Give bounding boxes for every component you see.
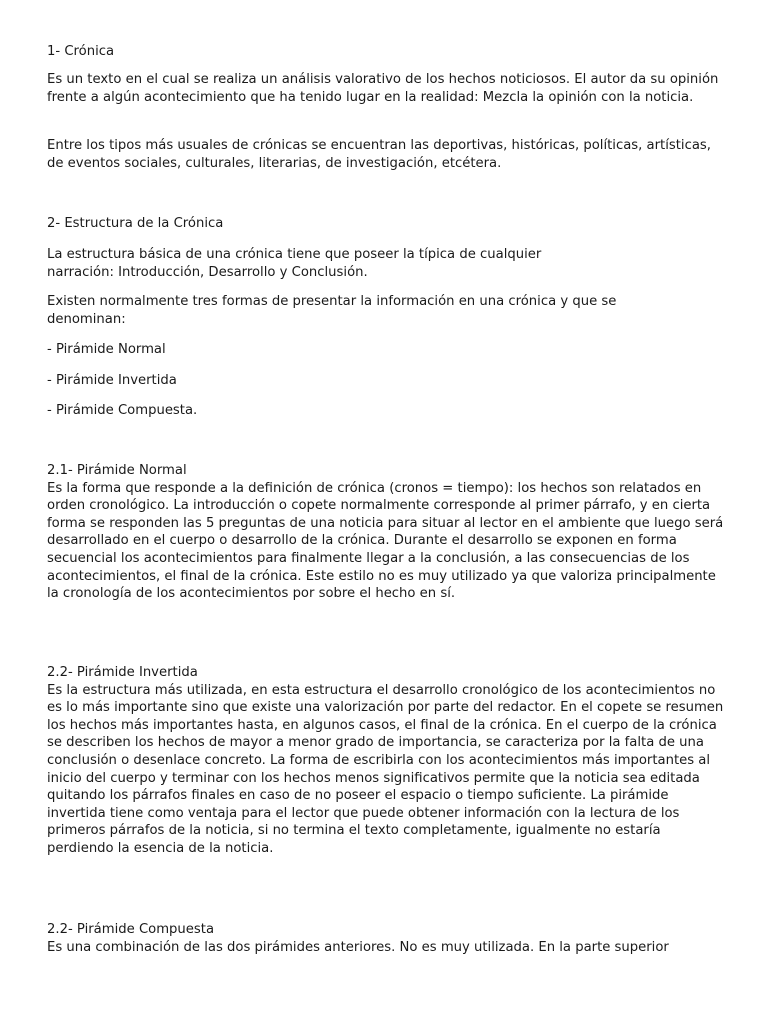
list-item-text: - Pirámide Invertida [47,373,177,388]
paragraph-text: La estructura básica de una crónica tiene que poseer la típica de cualquier narración: Introducción, Desarrollo y Conclusión. [47,247,542,280]
section-estructura [47,215,727,233]
section-heading: 2.2- Pirámide Compuesta [47,922,215,937]
section-heading: 2.2- Pirámide Invertida [47,665,198,680]
paragraph [47,246,607,281]
section-body: Es la estructura más utilizada, en esta estructura el desarrollo cronológico de los acontecimientos no es lo más importante sino que existe una valorización por parte del redactor. En el copete se resumen los hechos más importantes hasta, en algunos casos, el final de la crónica. En el cuerpo de la crónica se describen los hechos de mayor a menor grado de importancia, se caracteriza por la falta de una conclusión o desenlace concreto. La forma de escribirla con los acontecimientos más importantes al inicio del cuerpo y terminar con los hechos menos significativos permite que la noticia sea editada quitando los párrafos finales en caso de no poseer el espacio o tiempo suficiente. La pirámide invertida tiene como ventaja para el lector que puede obtener información con la lectura de los primeros párrafos de la noticia, si no termina el texto completamente, igualmente no estaría perdiendo la esencia de la noticia. [47,682,724,856]
section-body: Es la forma que responde a la definición de crónica (cronos = tiempo): los hechos son relatados en orden cronológico. La introducción o copete normalmente corresponde al primer párrafo, y en cierta forma se responden las 5 preguntas de una noticia para situar al lector en el ambiente que luego será desarrollado en el cuerpo o desarrollo de la crónica. Durante el desarrollo se exponen en forma secuencial los acontecimientos para finalmente llegar a la conclusión, a las consecuencias de los acontecimientos, el final de la crónica. Este estilo no es muy utilizado ya que valoriza principalmente la cronología de los acontecimientos por sobre el hecho en sí. [47,480,724,602]
section-heading: 2.1- Pirámide Normal [47,463,187,478]
paragraph-text: Existen normalmente tres formas de presentar la información en una crónica y que se denominan: [47,294,617,327]
section-piramide-invertida [47,664,727,858]
list-item-text: - Pirámide Compuesta. [47,403,198,418]
paragraph [47,293,687,328]
list-item-text: - Pirámide Normal [47,342,166,357]
paragraph [47,71,727,106]
section-piramide-normal [47,462,727,603]
section-heading: 2- Estructura de la Crónica [47,216,224,231]
section-piramide-compuesta [47,921,727,956]
list-item [47,402,727,420]
list-item [47,341,727,359]
section-heading: 1- Crónica [47,44,115,59]
paragraph-text: Es un texto en el cual se realiza un análisis valorativo de los hechos noticiosos. El autor da su opinión frente a algún acontecimiento que ha tenido lugar en la realidad: Mezcla la opinión con la noticia. [47,72,719,105]
list-item [47,372,727,390]
paragraph [47,137,727,172]
section-cronica [47,43,727,61]
paragraph-text: Entre los tipos más usuales de crónicas se encuentran las deportivas, históricas, políticas, artísticas, de eventos sociales, culturales, literarias, de investigación, etcétera. [47,138,711,171]
section-body: Es una combinación de las dos pirámides anteriores. No es muy utilizada. En la parte superior [47,939,669,955]
